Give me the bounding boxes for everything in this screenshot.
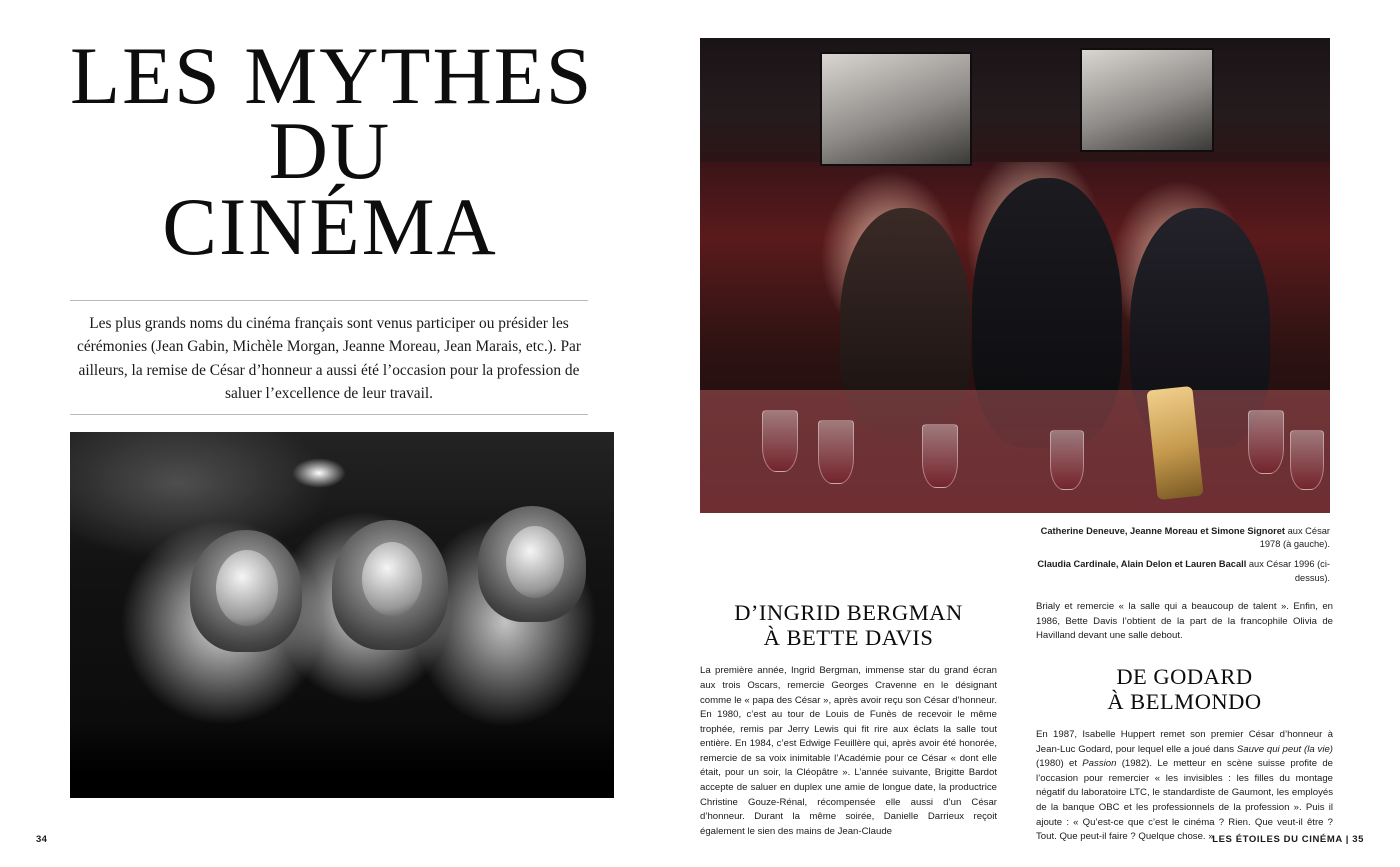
godard-text-part-1: En 1987, Isabelle Huppert remet son premier César d’honneur à Jean-Luc Godard, pour lequel elle a joué dans [1036,729,1333,755]
caption-1 [1030,525,1330,551]
camera-flash-highlight [292,458,346,488]
section-heading-bergman [700,600,997,650]
section-heading-godard-line-2: À BELMONDO [1107,688,1262,714]
divider-top [70,300,588,301]
projection-screen-left [820,52,972,166]
film-title-passion: Passion [1082,758,1117,770]
godard-text-part-2: (1980) et [1036,758,1083,770]
section-heading-bergman-line-1: D’INGRID BERGMAN [734,600,963,625]
wine-glass-4 [1248,410,1284,474]
figure-face-left [216,550,278,626]
caption-1-detail: aux César 1978 (à gauche). [1259,526,1330,550]
photo-captions [1030,525,1330,585]
film-title-sauve-qui-peut: Sauve qui peut (la vie) [1236,743,1333,755]
photo-cardinale-delon-bacall [700,38,1330,513]
divider-bottom [70,414,588,415]
photo-deneuve-moreau-signoret [70,432,614,798]
figure-face-center [362,542,422,616]
section-heading-bergman-line-2: À BETTE DAVIS [763,625,934,651]
right-page [700,0,1400,867]
projection-screen-right [1080,48,1214,152]
column-right [1036,600,1333,845]
photo-shadow-gradient [70,717,614,798]
caption-2-names: Claudia Cardinale, Alain Delon et Lauren Bacall [1037,559,1247,570]
folio-right: LES ÉTOILES DU CINÉMA | 35 [1212,834,1364,845]
wine-glass-3 [922,424,958,488]
section-body-bergman: La première année, Ingrid Bergman, immense star du grand écran aux trois Oscars, remercie Georges Cravenne en le désignant comme le « papa des César », après avoir reçu son César d’honneur. En 1980, c’est au tour de Louis de Funès de recevoir le même trophée, remis par Jerry Lewis qui fit rire aux éclats la salle tout entière. En 1984, c’est Edwige Feuillère qui, après avoir été honorée, remercie de sa voix inimitable l’Académie pour ce César « dont elle était, pour un soir, la Cléopâtre ». L’année suivante, Brigitte Bardot accepte de saluer en duplex une amie de longue date, la productrice Christine Gouze-Rénal, récompensée elle aussi d’un César d’honneur. Durant la même soirée, Danielle Darrieux reçoit également le sien des mains de Jean-Claude [700,665,997,837]
figure-face-right [506,526,564,598]
title-line-2: DU [268,105,392,197]
caption-2 [1030,558,1330,584]
photo-background-wall [700,38,1330,162]
title-line-1: LES MYTHES [70,30,594,121]
black-and-white-photograph [70,432,614,798]
color-photograph [700,38,1330,513]
standfirst-text: Les plus grands noms du cinéma français sont venus participer ou présider les cérémonies (Jean Gabin, Michèle Morgan, Jeanne Moreau, Jean Marais, etc.). Par ailleurs, la remise de César d’honneur a aussi été l’occasion pour la profession de saluer l’excellence de leur travail. [77,315,581,403]
section-body-continuation: Brialy et remercie « la salle qui a beaucoup de talent ». Enfin, en 1986, Bette Davis l’obtient de la part de la francophile Olivia de Havilland devant une salle debout. [1036,601,1333,642]
caption-2-detail: aux César 1996 (ci-dessus). [1246,559,1330,583]
folio-left: 34 [36,834,48,845]
wine-glass-1 [762,410,798,472]
wine-glass-2 [818,420,854,484]
column-left [700,600,997,839]
title-line-3: CINÉMA [162,180,498,272]
section-body-godard [1036,728,1333,845]
section-heading-godard-line-1: DE GODARD [1116,663,1253,689]
page-title [70,30,594,272]
champagne-flute-2 [1290,430,1324,490]
champagne-flute-1 [1050,430,1084,490]
section-heading-godard [1036,664,1333,714]
godard-text-part-3: (1982). Le metteur en scène suisse profite de l’occasion pour remercier « les invisibles : les filles du montage négatif du laboratoire LTC, le standardiste de Gaumont, les employés de la banque OBC et les professionnels de la profession ». Puis il ajoute : « Qu’est-ce que c’est le cinéma ? Rien. Que veut-il être ? Tout. Que peut-il faire ? Quelque chose. » [1036,758,1333,843]
caption-1-names: Catherine Deneuve, Jeanne Moreau et Simone Signoret [1040,526,1286,536]
